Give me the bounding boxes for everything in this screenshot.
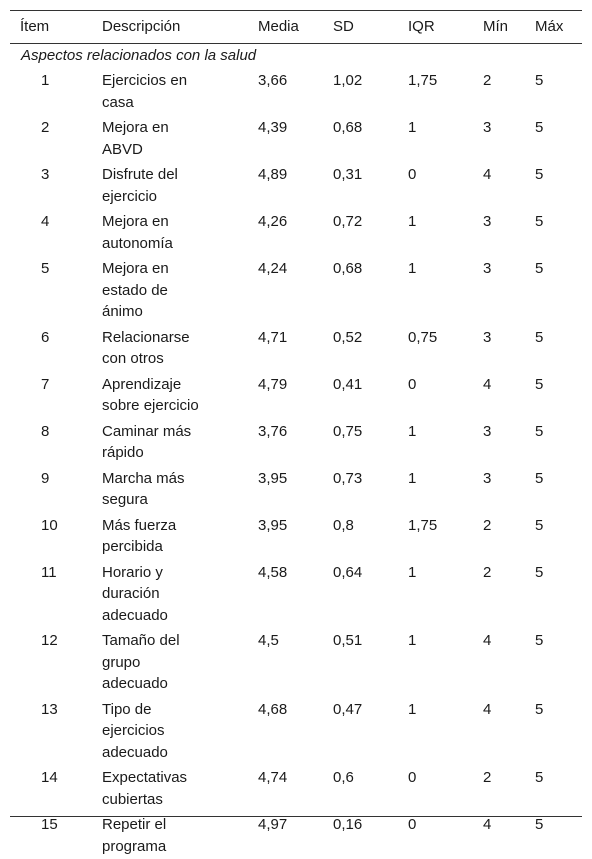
sd-cell: 0,47 xyxy=(333,700,363,718)
min-cell: 4 xyxy=(483,632,492,649)
max-cell: 5 xyxy=(535,328,544,346)
header-iqr: IQR xyxy=(408,18,435,35)
iqr-cell: 1,75 xyxy=(408,516,438,534)
mean-cell: 4,89 xyxy=(258,166,288,183)
iqr-cell: 0 xyxy=(408,375,417,393)
header-max: Máx xyxy=(535,18,564,35)
item-cell: 5 xyxy=(41,260,50,277)
min-cell: 2 xyxy=(483,563,492,581)
item-cell: 9 xyxy=(41,469,50,487)
iqr-cell: 1,75 xyxy=(408,72,438,89)
sd-cell: 0,6 xyxy=(333,769,354,786)
item-cell: 6 xyxy=(41,328,50,346)
mean-cell: 4,5 xyxy=(258,632,279,649)
iqr-cell: 1 xyxy=(408,422,417,440)
description-line: Mejora en xyxy=(102,213,169,230)
item-cell: 13 xyxy=(41,700,58,718)
table-body xyxy=(10,68,582,859)
max-cell: 5 xyxy=(535,632,544,649)
description-line: Caminar más xyxy=(102,422,192,440)
sd-cell: 0,72 xyxy=(333,213,363,230)
header-mean: Media xyxy=(258,18,299,35)
iqr-cell: 0,75 xyxy=(408,328,438,346)
description-cell xyxy=(102,421,258,464)
min-cell: 4 xyxy=(483,375,492,393)
iqr-cell: 0 xyxy=(408,816,417,833)
section-heading: Aspectos relacionados con la salud xyxy=(21,47,257,64)
sd-cell: 0,31 xyxy=(333,166,363,183)
sd-cell: 0,64 xyxy=(333,563,363,581)
description-cell xyxy=(102,515,258,558)
max-cell: 5 xyxy=(535,422,544,440)
item-cell: 14 xyxy=(41,769,58,786)
table-row xyxy=(10,68,582,115)
item-cell: 15 xyxy=(41,816,58,833)
header-min: Mín xyxy=(483,18,509,35)
description-line: con otros xyxy=(102,350,164,367)
description-line: percibida xyxy=(102,538,163,555)
mean-cell: 4,58 xyxy=(258,563,288,581)
mean-cell: 4,24 xyxy=(258,260,288,277)
sd-cell: 0,52 xyxy=(333,328,363,346)
item-cell: 8 xyxy=(41,422,50,440)
iqr-cell: 1 xyxy=(408,469,417,487)
item-cell: 12 xyxy=(41,632,58,649)
description-cell xyxy=(102,468,258,511)
item-cell: 2 xyxy=(41,119,50,136)
description-line: Disfrute del xyxy=(102,166,178,183)
min-cell: 4 xyxy=(483,700,492,718)
item-cell: 4 xyxy=(41,213,50,230)
max-cell: 5 xyxy=(535,816,544,833)
header-item: Ítem xyxy=(20,18,50,35)
description-line: ejercicio xyxy=(102,187,158,205)
sd-cell: 0,73 xyxy=(333,469,363,487)
mean-cell: 4,79 xyxy=(258,375,288,393)
description-line: Marcha más xyxy=(102,469,185,487)
header-sd: SD xyxy=(333,18,354,35)
max-cell: 5 xyxy=(535,166,544,183)
description-line: sobre ejercicio xyxy=(102,397,199,414)
table-header-row xyxy=(10,10,582,43)
mean-cell: 4,74 xyxy=(258,769,288,786)
min-cell: 4 xyxy=(483,816,492,833)
max-cell: 5 xyxy=(535,213,544,230)
min-cell: 3 xyxy=(483,328,492,346)
description-line: Tipo de xyxy=(102,700,152,718)
max-cell: 5 xyxy=(535,469,544,487)
description-line: ABVD xyxy=(102,140,143,158)
iqr-cell: 0 xyxy=(408,769,417,786)
min-cell: 2 xyxy=(483,769,492,786)
description-cell xyxy=(102,258,258,323)
iqr-cell: 1 xyxy=(408,119,417,136)
iqr-cell: 1 xyxy=(408,213,417,230)
sd-cell: 0,68 xyxy=(333,260,363,277)
table-row xyxy=(10,628,582,697)
table-row xyxy=(10,466,582,513)
max-cell: 5 xyxy=(535,700,544,718)
sd-cell: 0,51 xyxy=(333,632,363,649)
min-cell: 3 xyxy=(483,422,492,440)
description-line: rápido xyxy=(102,444,144,461)
description-cell xyxy=(102,374,258,417)
description-cell xyxy=(102,70,258,113)
table-row xyxy=(10,209,582,256)
sd-cell: 0,41 xyxy=(333,375,363,393)
description-line: duración xyxy=(102,585,160,602)
mean-cell: 3,76 xyxy=(258,422,288,440)
description-line: Aprendizaje xyxy=(102,375,182,393)
sd-cell: 0,68 xyxy=(333,119,363,136)
table-row xyxy=(10,765,582,812)
max-cell: 5 xyxy=(535,72,544,89)
description-line: Ejercicios en xyxy=(102,72,188,89)
table-bottom-rule xyxy=(10,816,582,817)
description-line: Relacionarse xyxy=(102,328,190,346)
description-line: Más fuerza xyxy=(102,516,177,534)
iqr-cell: 1 xyxy=(408,260,417,277)
header-description: Descripción xyxy=(102,18,181,35)
min-cell: 3 xyxy=(483,469,492,487)
mean-cell: 3,95 xyxy=(258,469,288,487)
min-cell: 3 xyxy=(483,119,492,136)
sd-cell: 1,02 xyxy=(333,72,363,89)
table-row xyxy=(10,812,582,859)
item-cell: 3 xyxy=(41,166,50,183)
mean-cell: 4,97 xyxy=(258,816,288,833)
description-line: Horario y xyxy=(102,563,163,581)
description-cell xyxy=(102,327,258,370)
table-row xyxy=(10,419,582,466)
description-line: adecuado xyxy=(102,606,168,624)
table-row xyxy=(10,513,582,560)
description-line: Repetir el xyxy=(102,816,167,833)
description-line: segura xyxy=(102,491,148,508)
table-row xyxy=(10,697,582,766)
description-cell xyxy=(102,630,258,695)
description-cell xyxy=(102,117,258,160)
item-cell: 1 xyxy=(41,72,50,89)
description-cell xyxy=(102,699,258,764)
min-cell: 4 xyxy=(483,166,492,183)
table-row xyxy=(10,162,582,209)
description-line: Mejora en xyxy=(102,260,169,277)
iqr-cell: 0 xyxy=(408,166,417,183)
description-line: programa xyxy=(102,837,167,855)
description-line: grupo xyxy=(102,653,141,671)
max-cell: 5 xyxy=(535,260,544,277)
min-cell: 2 xyxy=(483,516,492,534)
mean-cell: 3,66 xyxy=(258,72,288,89)
item-cell: 10 xyxy=(41,516,58,534)
table-row xyxy=(10,115,582,162)
description-line: cubiertas xyxy=(102,790,163,808)
iqr-cell: 1 xyxy=(408,632,417,649)
description-cell xyxy=(102,562,258,627)
item-cell: 11 xyxy=(41,563,57,581)
mean-cell: 4,26 xyxy=(258,213,288,230)
sd-cell: 0,8 xyxy=(333,516,354,534)
description-line: ánimo xyxy=(102,303,143,320)
header-rule xyxy=(10,43,582,44)
item-cell: 7 xyxy=(41,375,50,393)
table-row xyxy=(10,372,582,419)
description-line: ejercicios xyxy=(102,722,165,739)
sd-cell: 0,75 xyxy=(333,422,363,440)
mean-cell: 4,71 xyxy=(258,328,288,346)
mean-cell: 4,39 xyxy=(258,119,288,136)
max-cell: 5 xyxy=(535,769,544,786)
description-line: casa xyxy=(102,93,134,111)
description-line: Tamaño del xyxy=(102,632,180,649)
description-cell xyxy=(102,767,258,810)
table-row xyxy=(10,256,582,325)
description-line: Expectativas xyxy=(102,769,188,786)
description-cell xyxy=(102,814,258,857)
table-row xyxy=(10,325,582,372)
iqr-cell: 1 xyxy=(408,563,417,581)
description-line: estado de xyxy=(102,281,168,299)
mean-cell: 4,68 xyxy=(258,700,288,718)
max-cell: 5 xyxy=(535,119,544,136)
min-cell: 3 xyxy=(483,213,492,230)
iqr-cell: 1 xyxy=(408,700,417,718)
max-cell: 5 xyxy=(535,516,544,534)
description-cell xyxy=(102,211,258,254)
description-line: adecuado xyxy=(102,743,168,761)
description-cell xyxy=(102,164,258,207)
table-row xyxy=(10,560,582,629)
sd-cell: 0,16 xyxy=(333,816,363,833)
description-line: Mejora en xyxy=(102,119,169,136)
min-cell: 3 xyxy=(483,260,492,277)
max-cell: 5 xyxy=(535,563,544,581)
max-cell: 5 xyxy=(535,375,544,393)
description-line: adecuado xyxy=(102,675,168,692)
mean-cell: 3,95 xyxy=(258,516,288,534)
min-cell: 2 xyxy=(483,72,492,89)
description-line: autonomía xyxy=(102,234,173,252)
